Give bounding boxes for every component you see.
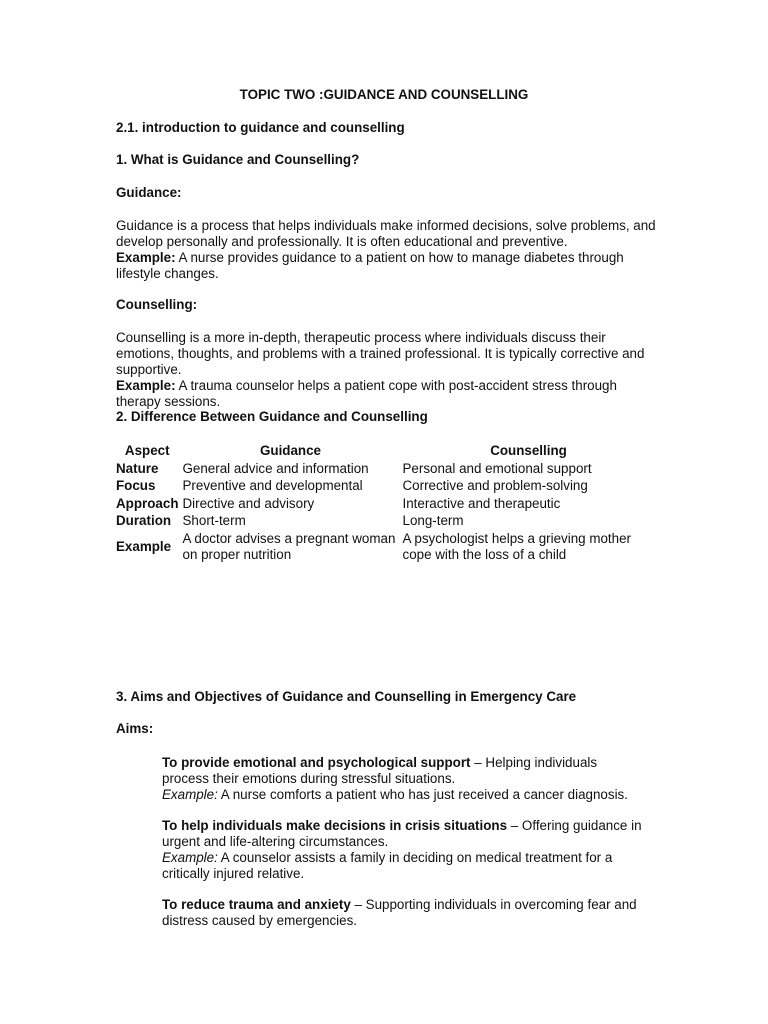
counselling-definition: Counselling is a more in-depth, therapeutic process where individuals discuss their emotions, thoughts, and problems with a trained professional. It is typically corrective and supportive. (116, 330, 645, 377)
difference-table (114, 441, 657, 564)
table-row (114, 530, 657, 564)
aim-description: – Supporting individuals in overcoming fear and distress caused by emergencies. (162, 897, 637, 928)
question-heading-difference: 2. Difference Between Guidance and Counselling (116, 409, 428, 424)
table-cell-counselling: Corrective and problem-solving (402, 478, 588, 494)
aim-item (162, 897, 642, 929)
table-header-row (114, 441, 657, 460)
section-heading-intro: 2.1. introduction to guidance and counselling (116, 120, 405, 135)
table-row (114, 495, 657, 513)
table-cell-aspect: Approach (116, 495, 179, 511)
table-row (114, 478, 657, 496)
aim-example (162, 787, 642, 803)
table-cell-aspect: Focus (116, 478, 156, 494)
table-cell-guidance: General advice and information (182, 460, 369, 476)
aim-example-label: Example: (162, 787, 218, 802)
aim-example-text: A nurse comforts a patient who has just received a cancer diagnosis. (217, 787, 628, 802)
counselling-example-text: A trauma counselor helps a patient cope with post-accident stress through therapy sessions. (116, 378, 617, 409)
table-cell-guidance: Directive and advisory (182, 495, 315, 511)
aim-statement (162, 755, 642, 787)
aim-example-text: A counselor assists a family in deciding on medical treatment for a critically injured relative. (162, 850, 613, 881)
counselling-example-label: Example: (116, 378, 176, 393)
table-cell-guidance: A doctor advises a pregnant woman on proper nutrition (182, 531, 396, 562)
table-row (114, 513, 657, 531)
guidance-paragraph (116, 218, 656, 282)
table-header-aspect: Aspect (124, 442, 170, 458)
table-cell-counselling: Personal and emotional support (402, 460, 592, 476)
document-title: TOPIC TWO :GUIDANCE AND COUNSELLING (239, 87, 529, 102)
aim-item (162, 755, 642, 803)
guidance-example-text: A nurse provides guidance to a patient on how to manage diabetes through lifestyle changes. (116, 250, 624, 281)
counselling-paragraph (116, 330, 656, 410)
aim-example-label: Example: (162, 850, 218, 865)
table-cell-counselling: A psychologist helps a grieving mother cope with the loss of a child (402, 531, 632, 562)
aim-title: To reduce trauma and anxiety (162, 897, 351, 912)
aim-statement (162, 897, 642, 929)
table-row (114, 460, 657, 478)
aim-item (162, 818, 642, 882)
question-heading-what-is: 1. What is Guidance and Counselling? (116, 152, 360, 167)
aim-description: – Helping individuals process their emotions during stressful situations. (162, 755, 598, 786)
aim-statement (162, 818, 642, 850)
aim-title: To help individuals make decisions in crisis situations (162, 818, 508, 833)
aim-title: To provide emotional and psychological support (162, 755, 471, 770)
counselling-example (116, 378, 656, 410)
aim-description: – Offering guidance in urgent and life-altering circumstances. (162, 818, 642, 849)
guidance-definition: Guidance is a process that helps individuals make informed decisions, solve problems, and develop personally and professionally. It is often educational and preventive. (116, 218, 656, 249)
table-cell-aspect: Duration (116, 513, 172, 529)
guidance-heading: Guidance: (116, 185, 182, 200)
guidance-example-label: Example: (116, 250, 176, 265)
table-cell-aspect: Nature (116, 460, 159, 476)
table-cell-counselling: Long-term (402, 513, 464, 529)
aim-example (162, 850, 642, 882)
table-cell-aspect: Example (116, 539, 172, 554)
aims-heading: Aims: (116, 721, 154, 736)
guidance-example (116, 250, 656, 282)
table-cell-guidance: Short-term (182, 513, 246, 529)
table-header-counselling: Counselling (490, 442, 567, 458)
table-cell-counselling: Interactive and therapeutic (402, 495, 561, 511)
table-header-guidance: Guidance (259, 442, 322, 458)
counselling-heading: Counselling: (116, 297, 198, 312)
question-heading-aims: 3. Aims and Objectives of Guidance and Counselling in Emergency Care (116, 689, 577, 704)
table-cell-guidance: Preventive and developmental (182, 478, 363, 494)
